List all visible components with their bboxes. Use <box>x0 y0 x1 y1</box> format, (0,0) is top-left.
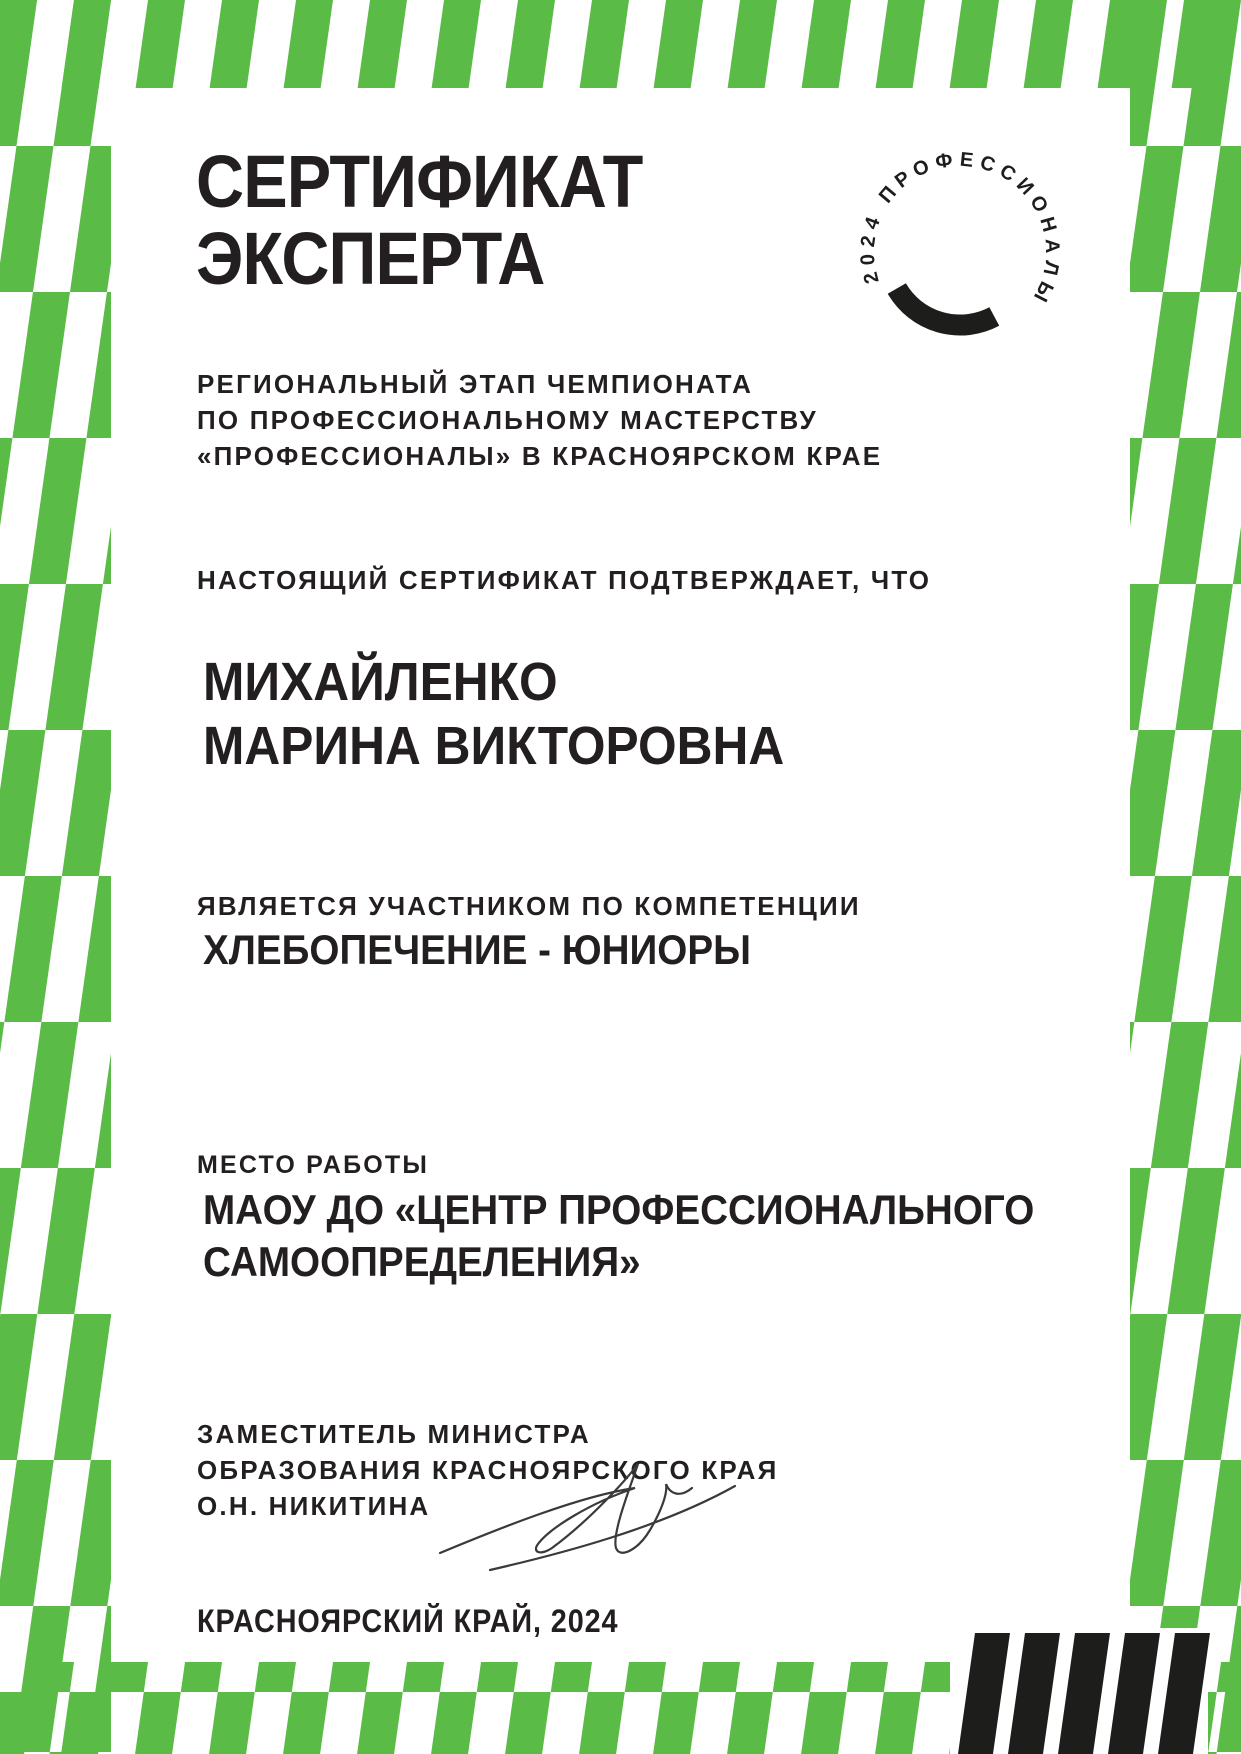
signature-stroke-main <box>440 1464 692 1553</box>
recipient-last-name: МИХАЙЛЕНКО <box>203 652 558 712</box>
logo-circular-text: 2024 ПРОФЕССИОНАЛЫ <box>856 148 1064 311</box>
event-line-1: РЕГИОНАЛЬНЫЙ ЭТАП ЧЕМПИОНАТА <box>197 369 754 399</box>
competence-name <box>203 926 799 974</box>
recipient-name <box>203 650 835 778</box>
logo-arc <box>897 289 995 326</box>
title-line-1: СЕРТИФИКАТ <box>196 140 643 223</box>
signature-scribble <box>430 1458 750 1588</box>
event-description <box>197 366 882 474</box>
certificate-title <box>196 140 692 300</box>
role-label: ЯВЛЯЕТСЯ УЧАСТНИКОМ ПО КОМПЕТЕНЦИИ <box>197 891 861 921</box>
event-line-2: ПО ПРОФЕССИОНАЛЬНОМУ МАСТЕРСТВУ <box>197 405 818 435</box>
footer-region-year <box>197 1603 665 1640</box>
workplace-line-1: МАОУ ДО «ЦЕНТР ПРОФЕССИОНАЛЬНОГО <box>203 1186 1035 1233</box>
workplace-line-2: САМООПРЕДЕЛЕНИЯ» <box>203 1238 641 1285</box>
footer-text: КРАСНОЯРСКИЙ КРАЙ, 2024 <box>197 1603 619 1639</box>
signature-stroke-underline <box>490 1486 735 1570</box>
border-right-band <box>1130 0 1241 1754</box>
workplace-label: МЕСТО РАБОТЫ <box>197 1151 430 1179</box>
signatory-line-2: ОБРАЗОВАНИЯ КРАСНОЯРСКОГО КРАЯ <box>197 1455 779 1485</box>
event-line-3: «ПРОФЕССИОНАЛЫ» В КРАСНОЯРСКОМ КРАЕ <box>197 441 883 471</box>
title-line-2: ЭКСПЕРТА <box>196 217 545 300</box>
svg-text:2024 ПРОФЕССИОНАЛЫ <box>857 148 1064 310</box>
statement-label: НАСТОЯЩИЙ СЕРТИФИКАТ ПОДТВЕРЖДАЕТ, ЧТО <box>197 565 932 595</box>
professionaly-2024-logo <box>845 132 1075 372</box>
signatory-line-3: О.Н. НИКИТИНА <box>197 1491 431 1521</box>
workplace-name <box>203 1184 1107 1288</box>
border-left-band <box>0 0 111 1754</box>
border-top-stripes <box>0 0 1221 88</box>
recipient-first-middle: МАРИНА ВИКТОРОВНА <box>203 716 785 776</box>
signatory-line-1: ЗАМЕСТИТЕЛЬ МИНИСТРА <box>197 1419 591 1449</box>
competence-text: ХЛЕБОПЕЧЕНИЕ - ЮНИОРЫ <box>203 926 751 973</box>
